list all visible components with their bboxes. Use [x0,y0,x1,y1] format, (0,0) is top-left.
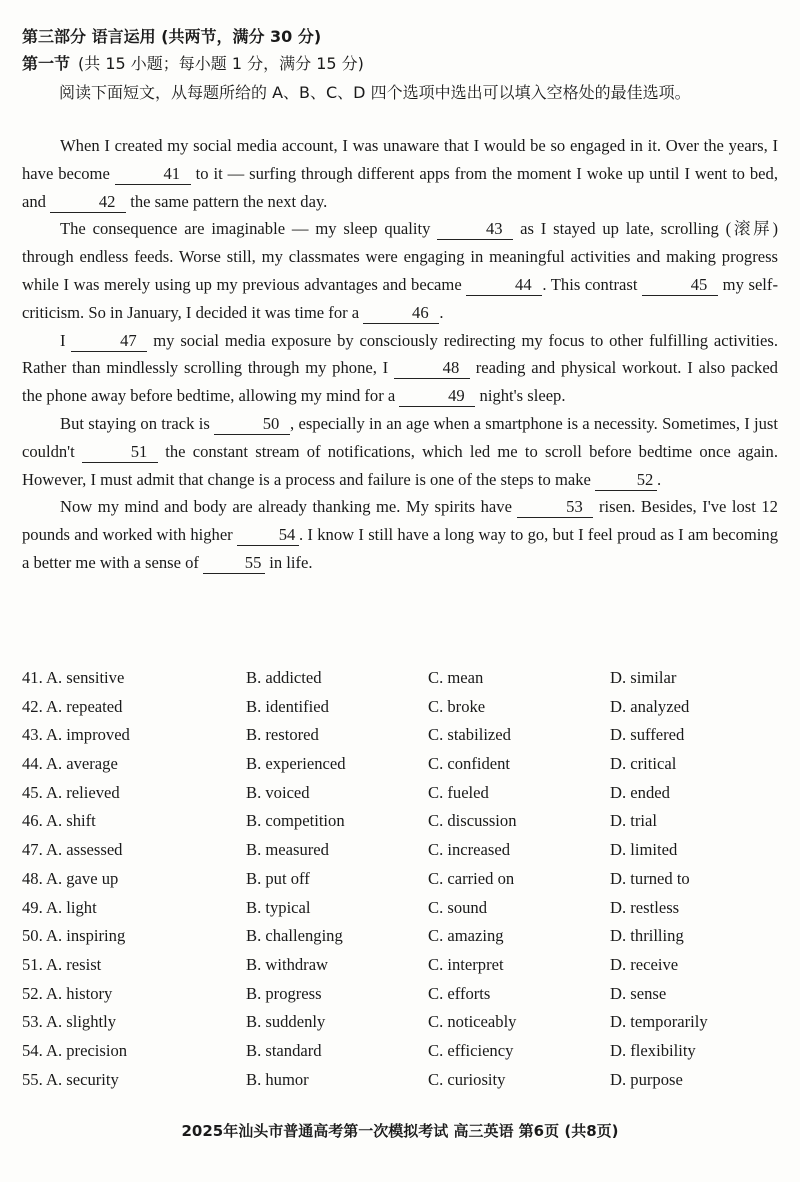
option-c: C. noticeably [428,1012,517,1032]
blank-50: 50 [214,414,290,435]
option-d: D. critical [610,754,677,774]
page-footer: 2025年汕头市普通高考第一次模拟考试 高三英语 第6页 (共8页) [181,1122,619,1140]
option-d: D. ended [610,782,670,802]
option-d: D. flexibility [610,1040,696,1060]
blank-43: 43 [437,219,513,240]
option-row-54 [22,1041,778,1070]
option-c: C. sound [428,897,488,917]
option-a: 53. A. slightly [22,1012,117,1032]
option-d: D. purpose [610,1069,683,1089]
section-heading [22,51,364,74]
option-c: C. carried on [428,868,515,888]
option-b: B. voiced [246,782,310,802]
option-row-41 [22,668,778,697]
options-list [22,668,778,1098]
option-d: D. thrilling [610,926,684,946]
option-a: 46. A. shift [22,811,96,831]
paragraph-2: The consequence are imaginable — my sleep quality 43 as I stayed up late, scrolling (滚屏) through endless feeds. Worse still, my classmates were engaging in meaningful activities and making progress while I was merely using up my previous advantages and became 44 . This contrast 45 my self-criticism. So in January, I decided it was time for a 46 . [22,219,778,322]
option-b: B. standard [246,1040,322,1060]
option-d: D. sense [610,983,667,1003]
option-c: C. amazing [428,926,504,946]
option-row-50 [22,926,778,955]
blank-44: 44 [466,275,542,296]
option-a: 48. A. gave up [22,868,119,888]
option-c: C. stabilized [428,725,511,745]
blank-45: 45 [642,275,718,296]
paragraph-4: But staying on track is 50 , especially in an age when a smartphone is a necessity. Sometimes, I just couldn't 51 the constant stream of notifications, which led me to scroll before bedtime once again. However, I must admit that change is a process and failure is one of the steps to make 52 . [22,413,778,489]
option-a: 43. A. improved [22,725,130,745]
option-d: D. turned to [610,868,690,888]
blank-51: 51 [82,442,158,463]
blank-54: 54 [237,525,299,546]
option-a: 51. A. resist [22,954,102,974]
option-row-53 [22,1012,778,1041]
option-c: C. increased [428,840,511,860]
option-row-55 [22,1070,778,1099]
blank-47: 47 [71,331,147,352]
option-a: 50. A. inspiring [22,926,126,946]
option-b: B. addicted [246,668,322,687]
option-d: D. limited [610,840,678,860]
option-a: 42. A. repeated [22,696,123,716]
option-c: C. confident [428,754,511,774]
option-row-49 [22,898,778,927]
instruction: 阅读下面短文，从每题所给的 A、B、C、D 四个选项中选出可以填入空格处的最佳选项。 [59,83,691,102]
section-info: (共 15 小题；每小题 1 分，满分 15 分) [78,54,364,73]
option-c: C. discussion [428,811,517,831]
option-c: C. mean [428,668,484,687]
option-b: B. restored [246,725,319,745]
option-c: C. curiosity [428,1069,506,1089]
part-title: 第三部分 语言运用 (共两节，满分 30 分) [22,27,322,46]
paragraph-1: When I created my social media account, I was unaware that I would be so engaged in it. Over the years, I have become 41 to it — surfing through different apps from the moment I woke up until I went to bed, and 42 the same pattern the next day. [22,136,778,211]
option-row-51 [22,955,778,984]
option-c: C. fueled [428,782,489,802]
option-b: B. typical [246,897,311,917]
option-row-45 [22,783,778,812]
option-c: C. efficiency [428,1040,514,1060]
option-a: 47. A. assessed [22,840,123,860]
blank-49: 49 [399,386,475,407]
option-d: D. trial [610,811,658,831]
option-b: B. put off [246,868,310,888]
section-label: 第一节 [22,54,71,73]
option-d: D. similar [610,668,677,687]
blank-53: 53 [517,497,593,518]
option-a: 49. A. light [22,897,97,917]
option-d: D. analyzed [610,696,690,716]
option-row-44 [22,754,778,783]
option-d: D. suffered [610,725,685,745]
option-a: 55. A. security [22,1069,119,1089]
option-b: B. humor [246,1069,309,1089]
option-d: D. restless [610,897,680,917]
option-a: 45. A. relieved [22,782,120,802]
paragraph-3: I 47 my social media exposure by consciously redirecting my focus to other fulfilling activities. Rather than mindlessly scrolling through my phone, I 48 reading and physical workout. I also packed the phone away before bedtime, allowing my mind for a 49 night's sleep. [22,330,778,406]
blank-42: 42 [50,192,126,213]
option-d: D. receive [610,954,679,974]
paragraph-5: Now my mind and body are already thanking me. My spirits have 53 risen. Besides, I've lost 12 pounds and worked with higher 54 . I know I still have a long way to go, but I feel proud as I am becoming a better me with a sense of 55 in life. [22,497,778,572]
option-d: D. temporarily [610,1012,708,1032]
option-c: C. broke [428,696,486,716]
blank-52: 52 [595,470,657,491]
option-a: 41. A. sensitive [22,668,125,687]
option-b: B. measured [246,840,329,860]
option-c: C. efforts [428,983,491,1003]
blank-46: 46 [363,303,439,324]
option-row-47 [22,840,778,869]
cloze-passage [22,132,778,577]
option-row-48 [22,869,778,898]
blank-55: 55 [203,553,265,574]
option-a: 44. A. average [22,754,118,774]
option-a: 54. A. precision [22,1040,128,1060]
option-a: 52. A. history [22,983,113,1003]
option-b: B. withdraw [246,954,329,974]
blank-41: 41 [115,164,191,185]
blank-48: 48 [394,358,470,379]
option-row-43 [22,725,778,754]
option-b: B. challenging [246,926,343,946]
option-b: B. progress [246,983,322,1003]
option-row-46 [22,811,778,840]
option-row-42 [22,697,778,726]
option-b: B. competition [246,811,345,831]
option-row-52 [22,984,778,1013]
option-b: B. suddenly [246,1012,326,1032]
option-b: B. identified [246,696,329,716]
option-b: B. experienced [246,754,346,774]
option-c: C. interpret [428,954,504,974]
